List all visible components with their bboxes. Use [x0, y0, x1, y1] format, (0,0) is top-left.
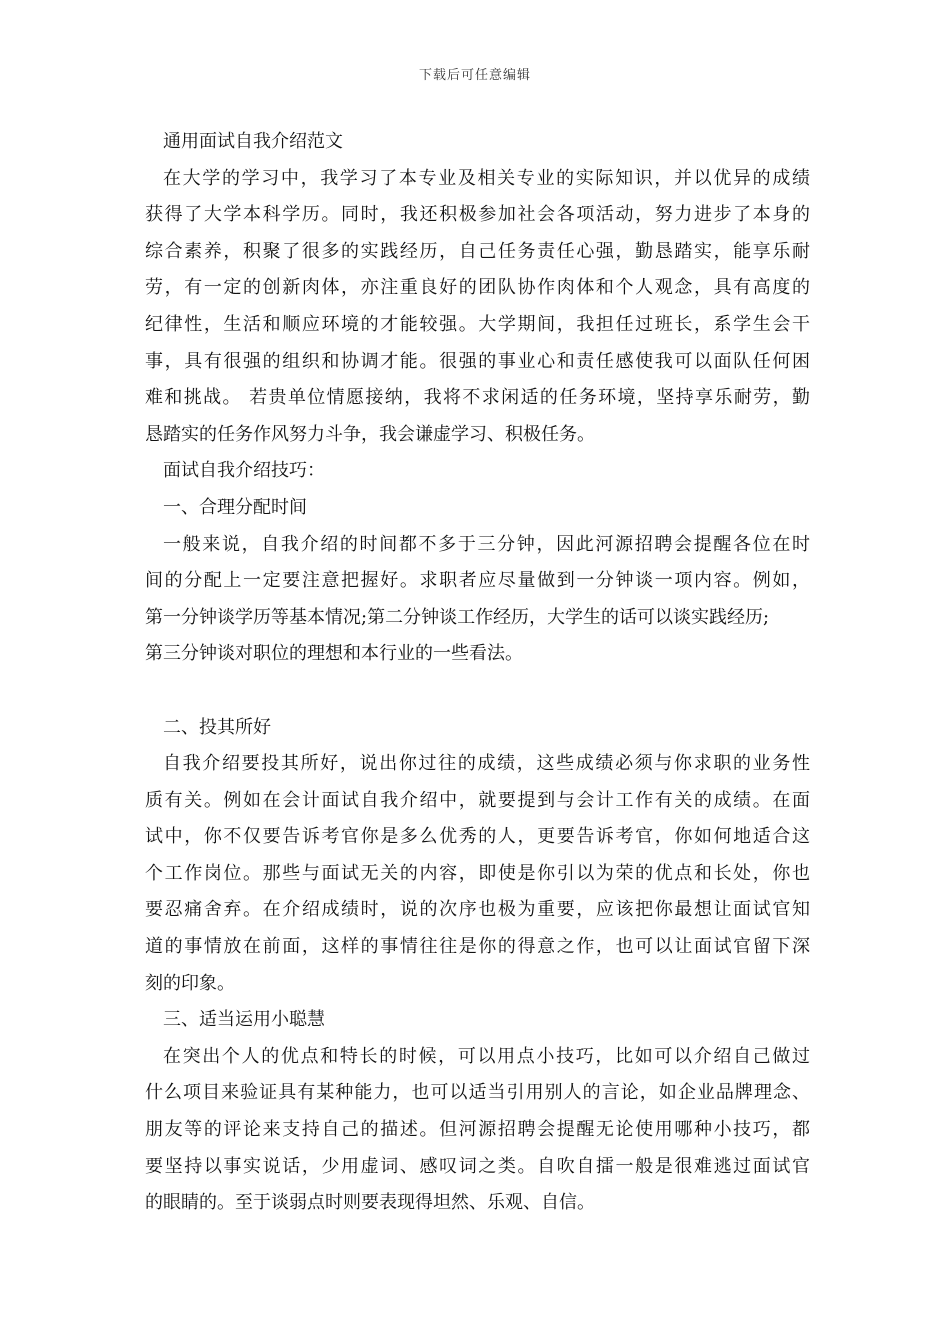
section-heading: 三、适当运用小聪慧 — [163, 1009, 325, 1031]
paragraph-line: 一般来说，自我介绍的时间都不多于三分钟，因此河源招聘会提醒各位在时 — [163, 533, 810, 555]
paragraph-line: 纪律性，生活和顺应环境的才能较强。大学期间，我担任过班长，系学生会干 — [145, 313, 810, 335]
document-body — [145, 124, 810, 1222]
paragraph-line: 朋友等的评论来支持自己的描述。但河源招聘会提醒无论使用哪种小技巧，都 — [145, 1119, 810, 1141]
paragraph-line: 在大学的学习中，我学习了本专业及相关专业的实际知识，并以优异的成绩 — [163, 167, 810, 189]
section3-paragraph — [145, 1039, 810, 1222]
paragraph-line: 自我介绍要投其所好，说出你过往的成绩，这些成绩必须与你求职的业务性 — [163, 753, 810, 775]
paragraph-line: 事，具有很强的组织和协调才能。很强的事业心和责任感使我可以面队任何困 — [145, 350, 810, 372]
paragraph-line: 劳，有一定的创新肉体，亦注重良好的团队协作肉体和个人观念，具有高度的 — [145, 277, 810, 299]
intro-paragraph — [145, 161, 810, 454]
paragraph-line: 道的事情放在前面，这样的事情往往是你的得意之作，也可以让面试官留下深 — [145, 936, 810, 958]
paragraph-line: 间的分配上一定要注意把握好。求职者应尽量做到一分钟谈一项内容。例如， — [145, 570, 810, 592]
paragraph-line: 要忍痛舍弃。在介绍成绩时，说的次序也极为重要，应该把你最想让面试官知 — [145, 899, 810, 921]
section2-paragraph — [145, 746, 810, 1002]
paragraph-line: 刻的印象。 — [145, 972, 235, 994]
blank-line — [145, 673, 810, 710]
section1-paragraph — [145, 527, 810, 673]
paragraph-line: 在突出个人的优点和特长的时候，可以用点小技巧，比如可以介绍自己做过 — [163, 1045, 810, 1067]
paragraph-line: 要坚持以事实说话，少用虚词、感叹词之类。自吹自擂一般是很难逃过面试官 — [145, 1155, 810, 1177]
section-heading: 二、投其所好 — [163, 716, 271, 738]
paragraph-line: 第三分钟谈对职位的理想和本行业的一些看法。 — [145, 643, 523, 665]
section-heading: 一、合理分配时间 — [163, 496, 307, 518]
paragraph-line: 的眼睛的。至于谈弱点时则要表现得坦然、乐观、自信。 — [145, 1192, 595, 1214]
paragraph-line: 什么项目来验证具有某种能力，也可以适当引用别人的言论，如企业品牌理念、 — [145, 1082, 810, 1104]
paragraph-line: 难和挑战。 若贵单位情愿接纳，我将不求闲适的任务环境，坚持享乐耐劳，勤 — [145, 387, 810, 409]
page-header: 下载后可任意编辑 — [418, 68, 531, 83]
paragraph-line: 综合素养，积聚了很多的实践经历，自己任务责任心强，勤恳踏实，能享乐耐 — [145, 240, 810, 262]
paragraph-line: 获得了大学本科学历。同时，我还积极参加社会各项活动，努力进步了本身的 — [145, 204, 810, 226]
paragraph-line: 质有关。例如在会计面试自我介绍中，就要提到与会计工作有关的成绩。在面 — [145, 789, 810, 811]
tips-heading: 面试自我介绍技巧： — [163, 460, 325, 482]
paragraph-line: 第一分钟谈学历等基本情况;第二分钟谈工作经历，大学生的话可以谈实践经历; — [145, 606, 770, 628]
paragraph-line: 试中，你不仅要告诉考官你是多么优秀的人，更要告诉考官，你如何地适合这 — [145, 826, 810, 848]
paragraph-line: 恳踏实的任务作风努力斗争，我会谦虚学习、积极任务。 — [145, 423, 595, 445]
document-title: 通用面试自我介绍范文 — [163, 131, 343, 152]
paragraph-line: 个工作岗位。那些与面试无关的内容，即使是你引以为荣的优点和长处，你也 — [145, 862, 810, 884]
